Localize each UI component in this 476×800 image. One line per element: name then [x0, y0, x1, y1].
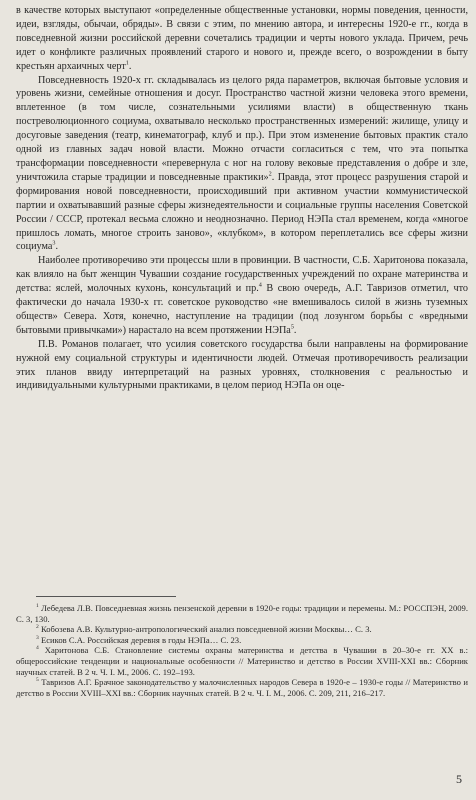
- footnote-ref-2: 2: [268, 170, 272, 178]
- footnote-ref-3: 3: [52, 240, 56, 248]
- body-text: [16, 4, 468, 393]
- page-number: 5: [456, 772, 462, 786]
- footnote-5: [16, 677, 468, 698]
- paragraph-4: [16, 338, 468, 394]
- paragraph-3-tail: .: [293, 324, 297, 336]
- paragraph-1: [16, 4, 468, 74]
- footnote-number: 3: [36, 634, 39, 641]
- footnote-text: Кобозева А.В. Культурно-антропологический анализ повседневной жизни Москвы… С. 3.: [38, 624, 372, 635]
- paragraph-2-tail: .: [55, 241, 59, 253]
- paragraph-3: [16, 254, 468, 337]
- footnote-ref-1: 1: [125, 59, 129, 67]
- paragraph-4-text: П.В. Романов полагает, что усилия советского государства были направлены на формирование нужной ему социальной структуры и идентичности людей. Отмечая противоречивость реализации этих планов ввиду интерпретаций на разных уровнях, столкновения с реальностью и индивидуальными культурными практиками, в целом период НЭПа он оце-: [16, 338, 468, 392]
- footnote-ref-5: 5: [290, 323, 294, 331]
- paragraph-3-text-b: В свою очередь, А.Г. Тавризов отметил, что фактически до начала 1930-х гг. советское руководство «не вмешивалось силой в жизнь туземных обществ» Севера. Хотя, конечно, наступление на традиции (под лозунгом борьбы с «вредными бытовыми привычками») нарастало на всем протяжении НЭПа: [16, 283, 468, 336]
- footnote-text: Тавризов А.Г. Брачное законодательство у малочисленных народов Севера в 1920-е – 1930-е годы // Материнство и детство в России XVIII–XXI вв.: Сборник научных статей. В 2 ч. Ч. I. М., 2006. С. 209, 211, 216–217.: [16, 677, 468, 698]
- footnote-1: [16, 603, 468, 624]
- footnote-3: [16, 635, 468, 646]
- footnote-separator: [36, 596, 176, 597]
- footnote-number: 2: [36, 624, 39, 631]
- paragraph-3-text-a: Наиболее противоречиво эти процессы шли в провинции. В частности, С.Б. Харитонова показала, как влияло на быт женщин Чувашии создание государственных учреждений по охране материнства и детства: яслей, молочных кухонь, консультаций и пр.: [16, 255, 468, 295]
- footnote-2: [16, 624, 468, 635]
- paragraph-1-tail: .: [128, 60, 132, 72]
- footnote-4: [16, 645, 468, 677]
- paragraph-1-text: в качестве которых выступают «определенные общественные установки, нормы поведения, ценности, идеи, взгляды, обычаи, обряды». В связи с этим, по мнению автора, и интересны 1920-е гг., когда в повседневной жизни российской деревни сочетались традиции и черты нового уклада. Причем, речь идет о конфликте различных проявлений старого и нового и, прежде всего, о возрождении в быту крестьян архаичных черт: [16, 5, 468, 72]
- footnotes: [16, 596, 468, 698]
- footnote-text: Харитонова С.Б. Становление системы охраны материнства и детства в Чувашии в 20–30-е гг. ХХ в.: общероссийские тенденции и национальные особенности // Материнство и детство в России XVIII-XXI вв.: Сборник научных статей. В 2 ч. Ч. I. М., 2006. С. 192–193.: [16, 645, 468, 677]
- paragraph-2: [16, 74, 468, 255]
- footnote-text: Лебедева Л.В. Повседневная жизнь пензенской деревни в 1920-е годы: традиции и перемены. М.: РОССПЭН, 2009. С. 3, 130.: [16, 603, 468, 624]
- paragraph-2-text-a: Повседневность 1920-х гг. складывалась из целого ряда параметров, включая бытовые условия и уровень жизни, семейные отношения и досуг. Пространство частной жизни человека этого времени, вплетенное (в том числе, сознательными усилиями власти) в общественную ткань постреволюционного социума, охватывало несколько пространственных измерений: жилище, улицу и досуговые заведения (театр, кинематограф, клуб и пр.). При этом изменение бытовых практик стало одной из главных задач новой власти. Можно отчасти согласиться с тем, что эта попытка трансформации повседневности «перевернула с ног на голову вековые представления о добре и зле, уничтожила старые традиции и повседневные практики»: [16, 74, 468, 183]
- footnote-number: 4: [36, 645, 39, 652]
- footnote-ref-4: 4: [258, 281, 262, 289]
- footnote-text: Есиков С.А. Российская деревня в годы НЭПа… С. 23.: [38, 634, 242, 645]
- paragraph-2-text-b: . Правда, этот процесс разрушения старой и формирования новой повседневности, происходивший при активном участии коммунистической партии и охватывавший разные сферы жизнедеятельности и социальные группы населения Советской России / СССР, протекал весьма сложно и неоднозначно. Период НЭПа стал временем, когда «многое пришлось ломать, многое строить заново», «клубком», в котором переплетались все сферы жизни социума: [16, 171, 468, 253]
- footnote-number: 1: [36, 603, 39, 610]
- footnote-number: 5: [36, 677, 39, 684]
